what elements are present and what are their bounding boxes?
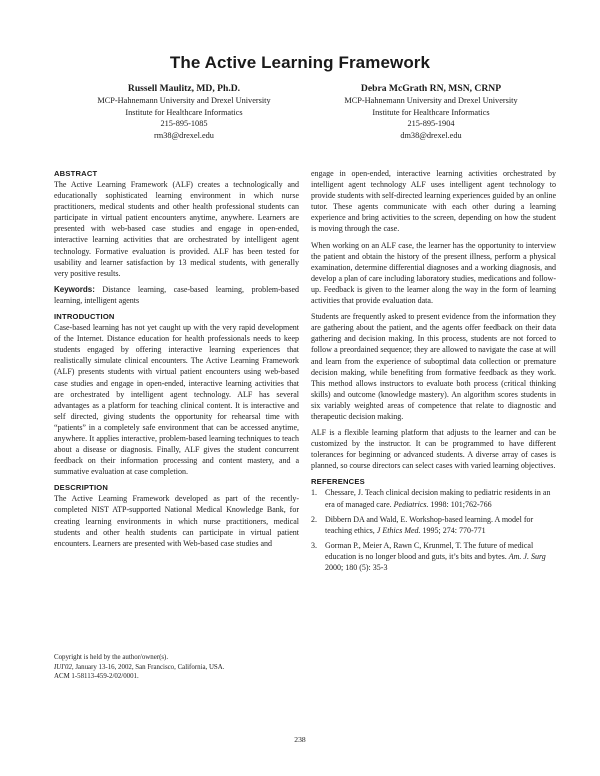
acm-isbn: ACM 1-58113-459-2/02/0001. [54, 673, 139, 681]
conference-line [54, 663, 299, 673]
author-block-1 [44, 82, 324, 141]
left-column [54, 168, 299, 554]
author-email: dm38@drexel.edu [400, 130, 462, 140]
references-heading: REFERENCES [311, 477, 365, 487]
reference-list [311, 487, 556, 573]
abstract-text: The Active Learning Framework (ALF) creates a technologically and educationally sophisticated learning environment in which nurse practitioners, medical students and other health professional students can participate in virtual patient encounters anytime, anywhere. Learners are presented with web-based case studies and engage in open-ended, interactive learning activities that are orchestrated by intelligent agent technology. Formative evaluation is provided. ALF has been tested for usability and learner satisfaction by 13 medical students, with generally very positive results. [54, 180, 299, 278]
author-name: Russell Maulitz, MD, Ph.D. [127, 83, 241, 94]
paper-title: The Active Learning Framework [169, 53, 431, 72]
paragraph: Students are frequently asked to present evidence from the information they are gathering about the patient, and the agents offer feedback on their data gathering and decision making. In this process, students are not forced to follow a preordained sequence; they are allowed to navigate the case at will and learn from the experience of suboptimal data collection or premature decision making, while benefiting from formative feedback as they work. This method allows instructors to evaluate both process (critical thinking skills) and outcome (knowledge mastery). An algorithm scores students in six variably weighted areas of competence that relate to diagnostic and therapeutic decision making. [311, 312, 556, 421]
author-affiliation: MCP-Hahnemann University and Drexel University [97, 96, 271, 105]
introduction-text: Case-based learning has not yet caught up with the very rapid development of the Internet. Distance education for health professionals needs to keep students engaged by offering interactive learning experiences that realistically simulate clinical encounters. The Active Learning Framework (ALF) presents students with virtual patient encounters using web-based case studies and engage in open-ended, interactive learning activities that are orchestrated by intelligent agent technology. ALF has several advantages as a platform for teaching clinical content. It is interactive and self directed, giving students the opportunity for rehearsal time with “patients” in a completely safe environment that can be accessed anytime, anywhere. It applies interactive, problem-based learning techniques to teach about a disease or diagnosis. Finally, ALF gives the student concurrent feedback on their information processing and content mastery, and a summative evaluation at case completion. [54, 323, 299, 477]
reference-journal: J Ethics Med. [376, 525, 421, 535]
author-phone: 215-895-1085 [160, 119, 208, 129]
description-heading: DESCRIPTION [54, 483, 109, 493]
keywords-label: Keywords: [54, 284, 95, 294]
reference-number: 1. [311, 488, 317, 498]
right-column [311, 168, 556, 577]
reference-item [311, 514, 556, 536]
reference-text: Dibbern DA and Wald, E. Workshop-based learning. A model for teaching ethics, [325, 514, 534, 535]
reference-text: Chessare, J. Teach clinical decision making to pediatric residents in an era of managed care. [325, 488, 551, 509]
reference-number: 2. [311, 514, 317, 524]
reference-journal: Am. J. Surg [508, 551, 546, 561]
keywords-text: Distance learning, case-based learning, problem-based learning, intelligent agents [54, 284, 299, 305]
copyright-notice [54, 653, 299, 682]
abstract-heading: ABSTRACT [54, 169, 98, 178]
reference-journal: Pediatrics. [393, 499, 429, 509]
keywords [54, 284, 299, 306]
paragraph: ALF is a flexible learning platform that adjusts to the learner and can be customized by the instructor. It can be programmed to have different tolerances for beginning or advanced students. A diverse array of cases is planned, so course directors can select cases with varied learning objectives. [311, 428, 556, 471]
reference-details: 1998: 101;762-766 [428, 499, 492, 509]
description-text: The Active Learning Framework developed as part of the recently-completed NIST ATP-supported National Medical Knowledge Bank, for creating learning environments in which nurse practitioners, medical students and other health students can participate in virtual patient encounters. Learners are presented with Web-based case studies and [54, 494, 299, 548]
paragraph: engage in open-ended, interactive learning activities orchestrated by intelligent agent technology ALF uses intelligent agent technology to provide students with self-directed learning experiences guided by an online tutor. These agents communicate with each other during a learning experience and bring activities to the screen, depending on how the student is moving through the case. [311, 169, 556, 234]
reference-details: 1995; 274: 770-771 [420, 525, 486, 535]
author-block-2 [291, 82, 571, 141]
author-phone: 215-895-1904 [407, 119, 455, 129]
conference-details: January 13-16, 2002, San Francisco, California, USA. [73, 663, 225, 671]
page-number: 238 [294, 735, 306, 744]
copyright-line: Copyright is held by the author/owner(s). [54, 654, 169, 661]
reference-item [311, 487, 556, 509]
reference-details: 2000; 180 (5): 35-3 [325, 563, 388, 572]
conference-venue: IUI'02, [54, 663, 74, 671]
introduction-heading: INTRODUCTION [54, 312, 115, 322]
author-email: rm38@drexel.edu [154, 130, 214, 140]
reference-number: 3. [311, 540, 317, 550]
paragraph: When working on an ALF case, the learner has the opportunity to interview the patient and obtain the history of the present illness, perform a physical examination, determine differential diagnoses and a working diagnosis, and develop a plan of care including laboratory studies, medications and follow-up. Feedback is given to the learner along the way in the form of learning activities that provide evaluation data. [311, 240, 556, 306]
reference-text: Gorman P., Meier A, Rawn C, Krunmel, T. The future of medical education is no longer blood and guts, it’s bits and bytes. [325, 540, 534, 561]
author-name: Debra McGrath RN, MSN, CRNP [360, 83, 502, 94]
author-affiliation: MCP-Hahnemann University and Drexel University [344, 96, 518, 105]
author-institute: Institute for Healthcare Informatics [372, 107, 490, 117]
author-institute: Institute for Healthcare Informatics [125, 107, 243, 117]
reference-item [311, 540, 556, 573]
